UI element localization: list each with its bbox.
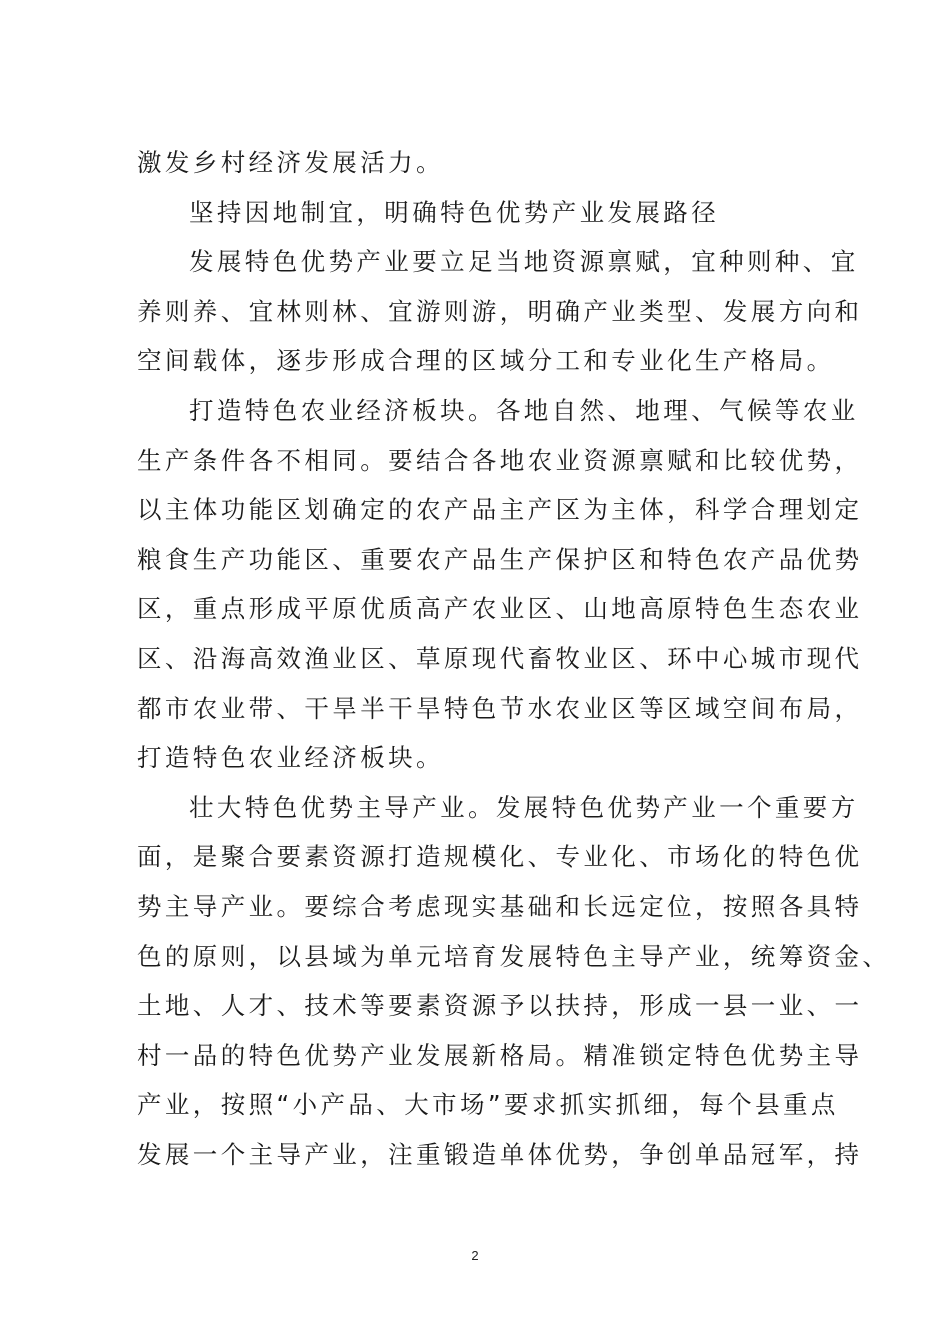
- text-line: 区、沿海高效渔业区、草原现代畜牧业区、环中心城市现代: [137, 643, 863, 673]
- text-line: 面，是聚合要素资源打造规模化、专业化、市场化的特色优: [137, 842, 863, 872]
- text-line: 势主导产业。要综合考虑现实基础和长远定位，按照各具特: [137, 891, 863, 921]
- text-line: 发展特色优势产业要立足当地资源禀赋，宜种则种、宜: [189, 247, 859, 277]
- text-line: 壮大特色优势主导产业。发展特色优势产业一个重要方: [189, 792, 859, 822]
- body-text: [137, 138, 891, 1179]
- text-line: 村一品的特色优势产业发展新格局。精准锁定特色优势主导: [137, 1040, 863, 1070]
- text-line: 打造特色农业经济板块。: [137, 743, 444, 773]
- text-line: 色的原则，以县域为单元培育发展特色主导产业，统筹资金、: [137, 941, 891, 971]
- text-line: 养则养、宜林则林、宜游则游，明确产业类型、发展方向和: [137, 296, 863, 326]
- text-line: 打造特色农业经济板块。各地自然、地理、气候等农业: [189, 395, 859, 425]
- text-line: 生产条件各不相同。要结合各地农业资源禀赋和比较优势，: [137, 445, 863, 475]
- text-line: 区，重点形成平原优质高产农业区、山地高原特色生态农业: [137, 594, 863, 624]
- text-line: 产业，按照“小产品、大市场”要求抓实抓细，每个县重点: [137, 1090, 839, 1120]
- text-line: 发展一个主导产业，注重锻造单体优势，争创单品冠军，持: [137, 1139, 863, 1169]
- page-number: 2: [471, 1248, 479, 1263]
- text-line: 粮食生产功能区、重要农产品生产保护区和特色农产品优势: [137, 544, 863, 574]
- text-line: 以主体功能区划确定的农产品主产区为主体，科学合理划定: [137, 495, 863, 525]
- section-heading: 坚持因地制宜，明确特色优势产业发展路径: [189, 197, 720, 227]
- text-line: 都市农业带、干旱半干旱特色节水农业区等区域空间布局，: [137, 693, 863, 723]
- text-line: 空间载体，逐步形成合理的区域分工和专业化生产格局。: [137, 346, 835, 376]
- text-line: 激发乡村经济发展活力。: [137, 148, 444, 177]
- text-line: 土地、人才、技术等要素资源予以扶持，形成一县一业、一: [137, 991, 863, 1021]
